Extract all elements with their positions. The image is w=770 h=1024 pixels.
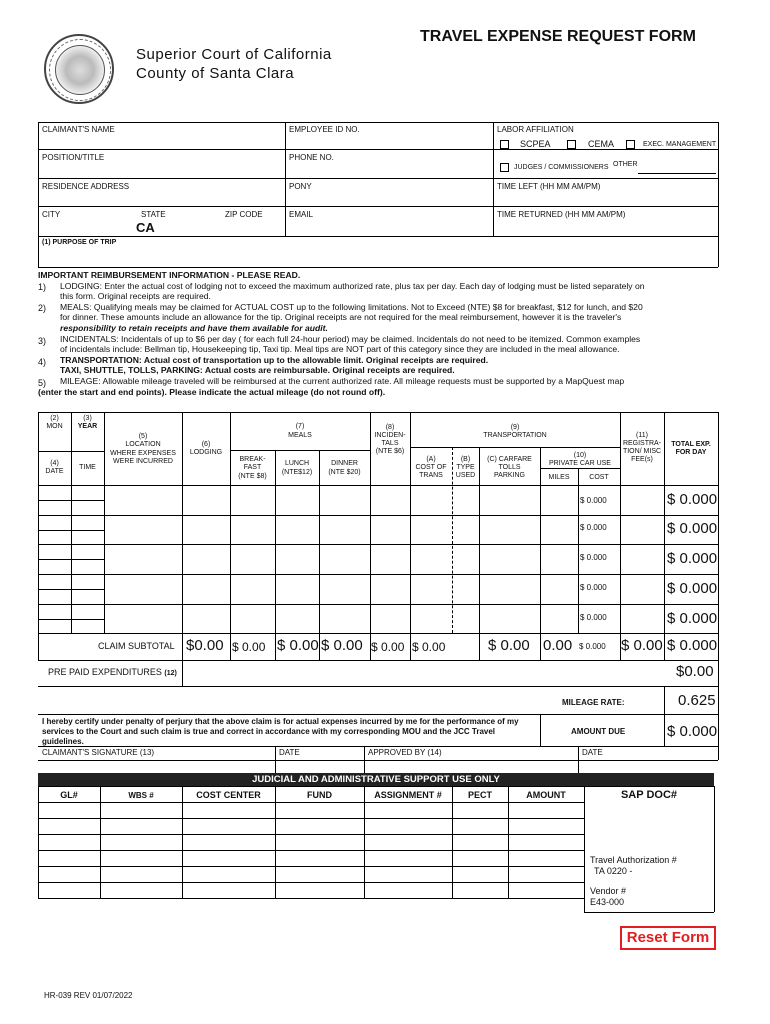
row-1-total[interactable]: $ 0.000 xyxy=(667,491,718,508)
scpea-checkbox[interactable] xyxy=(500,140,509,149)
fund-header: FUND xyxy=(307,790,332,800)
cema-label: CEMA xyxy=(588,139,615,149)
col-registration: REGISTRA- xyxy=(622,440,662,447)
info-incidentals: INCIDENTALS: Incidentals of up to $6 per day ( for each full 24-hour period) may be claimed. Incidentals do not need to be itemized. Common examples xyxy=(60,333,641,344)
prepaid-value[interactable]: $0.00 xyxy=(676,663,714,680)
col-breakfast: BREAK- xyxy=(239,456,266,463)
form-title: TRAVEL EXPENSE REQUEST FORM xyxy=(420,28,696,45)
judicial-bar: JUDICIAL AND ADMINISTRATIVE SUPPORT USE ONLY xyxy=(38,773,714,786)
info-num-3: 3) xyxy=(38,336,47,346)
travel-authorization-label: Travel Authorization # xyxy=(590,855,677,865)
travel-authorization-number[interactable]: TA 0220 - xyxy=(594,866,633,876)
state-value[interactable]: CA xyxy=(136,220,155,235)
col-nte6: (NTE $6) xyxy=(375,448,405,455)
form-revision: HR-039 REV 01/07/2022 xyxy=(44,991,133,1000)
pect-header: PECT xyxy=(467,790,492,800)
col-a: (A) xyxy=(426,456,436,463)
col-mon: MON xyxy=(46,423,63,430)
col-cost: COST xyxy=(589,474,609,481)
court-county: County of Santa Clara xyxy=(136,65,295,82)
phone-no-label: PHONE NO. xyxy=(289,153,334,162)
info-taxi: TAXI, SHUTTLE, TOLLS, PARKING: Actual costs are reimbursable. Original receipts are required. xyxy=(60,365,455,376)
amount-due-label: AMOUNT DUE xyxy=(571,727,626,736)
info-mileage: MILEAGE: Allowable mileage traveled will be reimbursed at the current authorized rate. All mileage requests must be supported by a MapQuest map xyxy=(60,375,625,386)
court-name: Superior Court of California xyxy=(136,46,332,63)
pony-label: PONY xyxy=(289,182,312,191)
col-11-num: (11) xyxy=(636,432,648,439)
employee-id-label: EMPLOYEE ID NO. xyxy=(289,125,360,134)
vendor-label: Vendor # xyxy=(590,886,627,896)
col-incidentals: INCIDEN- xyxy=(374,432,406,439)
col-location: LOCATION xyxy=(125,441,161,448)
info-heading: IMPORTANT REIMBURSEMENT INFORMATION - PLEASE READ. xyxy=(38,270,301,280)
info-meals: MEALS: Qualifying meals may be claimed for ACTUAL COST up to the following limitations. Not to Exceed (NTE) $8 for breakfast, $12 for lunch, and $20 xyxy=(60,301,643,312)
col-registration-2: TION/ MISC xyxy=(622,448,662,455)
state-label: STATE xyxy=(141,210,166,219)
col-carfare: (C) CARFARE xyxy=(487,456,532,463)
residence-address-label: RESIDENCE ADDRESS xyxy=(42,182,130,191)
col-meals: MEALS xyxy=(288,432,312,439)
col-where: WHERE EXPENSES xyxy=(110,450,176,457)
claimant-signature-label: CLAIMANT'S SIGNATURE (13) xyxy=(42,748,155,757)
email-label: EMAIL xyxy=(289,210,314,219)
approved-by-label: APPROVED BY (14) xyxy=(368,748,442,757)
certification-text: I hereby certify under penalty of perjury that the above claim is for actual expenses incurred by me for the performance of my services to the Court and such claim is true and correct in accordance with my corresponding MOU and the JCC Travel guidelines. xyxy=(42,717,519,746)
time-left-label: TIME LEFT (HH MM AM/PM) xyxy=(497,182,601,191)
claimant-date-label: DATE xyxy=(279,748,300,757)
prepaid-label: PRE PAID EXPENDITURES (12) xyxy=(48,667,177,677)
position-title-label: POSITION/TITLE xyxy=(42,153,105,162)
info-transportation: TRANSPORTATION: Actual cost of transportation up to the allowable limit. Original receipts are required. xyxy=(60,354,489,365)
row-2-cost[interactable]: $ 0.000 xyxy=(580,523,607,532)
col-cost-of: COST OF xyxy=(415,464,447,471)
col-6-num: (6) xyxy=(201,441,211,448)
court-seal xyxy=(44,34,114,104)
row-4-total[interactable]: $ 0.000 xyxy=(667,580,718,597)
info-lodging-2: this form. Original receipts are required. xyxy=(60,291,211,302)
col-8-num: (8) xyxy=(385,424,395,431)
col-9-num: (9) xyxy=(510,424,520,431)
info-lodging: LODGING: Enter the actual cost of lodging not to exceed the maximum authorized rate, plus tax per day. Each day of lodging must be listed separately on xyxy=(60,280,645,291)
subtotal-carfare[interactable]: $ 0.00 xyxy=(488,637,530,654)
wbs-header: WBS # xyxy=(128,791,154,800)
col-type: TYPE xyxy=(456,464,475,471)
col-fees: FEE(s) xyxy=(631,456,653,463)
subtotal-incidentals[interactable]: $ 0.00 xyxy=(371,640,405,654)
row-3-cost[interactable]: $ 0.000 xyxy=(580,553,607,562)
time-returned-label: TIME RETURNED (HH MM AM/PM) xyxy=(497,210,626,219)
col-transportation: TRANSPORTATION xyxy=(483,432,547,439)
info-mileage-2: (enter the start and end points). Please indicate the actual mileage (do not round off). xyxy=(38,386,386,397)
col-lunch: LUNCH xyxy=(284,460,310,467)
other-label: OTHER xyxy=(613,161,638,168)
col-parking: PARKING xyxy=(494,472,525,479)
row-5-cost[interactable]: $ 0.000 xyxy=(580,613,607,622)
other-field[interactable] xyxy=(638,173,716,174)
sap-doc-header: SAP DOC# xyxy=(620,789,678,801)
amount-due-value[interactable]: $ 0.000 xyxy=(667,723,718,740)
col-miles: MILES xyxy=(548,474,570,481)
row-1-cost[interactable]: $ 0.000 xyxy=(580,496,607,505)
info-incidentals-2: of incidentals include: Bellman tip, Housekeeping tip, Taxi tip. Meal tips are NOT part of this category since they are included in the meal allowance. xyxy=(60,344,620,355)
info-num-4: 4) xyxy=(38,357,47,367)
cema-checkbox[interactable] xyxy=(567,140,576,149)
info-meals-2: for dinner. These amounts include an allowance for the tip. Original receipts are not required for the meal reimbursement, however it is the traveler's xyxy=(60,312,622,323)
info-num-1: 1) xyxy=(38,282,47,292)
judges-checkbox[interactable] xyxy=(500,163,509,172)
col-private-car: PRIVATE CAR USE xyxy=(549,460,611,467)
subtotal-miles[interactable]: 0.00 xyxy=(543,637,573,654)
subtotal-registration[interactable]: $ 0.00 xyxy=(621,637,663,654)
col-tolls: TOLLS xyxy=(498,464,521,471)
col-date: DATE xyxy=(45,468,64,475)
subtotal-dinner[interactable]: $ 0.00 xyxy=(321,637,363,654)
col-year: YEAR xyxy=(77,423,98,430)
vendor-number[interactable]: E43-000 xyxy=(590,897,625,907)
subtotal-lunch[interactable]: $ 0.00 xyxy=(277,637,319,654)
mileage-rate-value[interactable]: 0.625 xyxy=(678,692,716,709)
info-meals-3: responsibility to retain receipts and have them available for audit. xyxy=(60,322,328,333)
col-4-num: (4) xyxy=(50,460,59,467)
col-b: (B) xyxy=(460,456,471,463)
subtotal-lodging[interactable]: $0.00 xyxy=(186,637,224,654)
col-nte20: (NTE $20) xyxy=(328,469,361,476)
col-were: WERE INCURRED xyxy=(113,458,173,465)
exec-management-label: EXEC. MANAGEMENT xyxy=(643,141,717,148)
row-4-cost[interactable]: $ 0.000 xyxy=(580,583,607,592)
col-nte8: (NTE $8) xyxy=(238,473,267,480)
col-time: TIME xyxy=(79,464,96,471)
claim-subtotal-label: CLAIM SUBTOTAL xyxy=(98,641,175,651)
col-nte12: (NTE$12) xyxy=(281,469,313,476)
city-label: CITY xyxy=(42,210,61,219)
col-total: TOTAL EXP. xyxy=(671,441,711,448)
reset-form-button[interactable]: Reset Form xyxy=(620,926,716,950)
purpose-label: (1) PURPOSE OF TRIP xyxy=(42,239,117,246)
approved-date-label: DATE xyxy=(582,748,603,757)
col-lodging: LODGING xyxy=(189,449,223,456)
info-num-5: 5) xyxy=(38,378,47,388)
col-10-num: (10) xyxy=(573,452,587,459)
col-used: USED xyxy=(455,472,476,479)
col-5-num: (5) xyxy=(138,433,148,440)
col-dinner: DINNER xyxy=(331,460,358,467)
subtotal-total[interactable]: $ 0.000 xyxy=(667,637,718,654)
mileage-rate-label: MILEAGE RATE: xyxy=(562,698,625,707)
col-7-num: (7) xyxy=(295,423,305,430)
reimbursement-info xyxy=(38,270,645,397)
judges-label: JUDGES / COMMISSIONERS xyxy=(514,164,609,171)
col-3-num: (3) xyxy=(83,415,92,422)
labor-affiliation-label: LABOR AFFILIATION xyxy=(497,125,574,134)
col-trans: TRANS xyxy=(419,472,443,479)
col-breakfast-2: FAST xyxy=(243,464,262,471)
gl-header: GL# xyxy=(60,790,78,800)
claimant-name-label: CLAIMANT'S NAME xyxy=(42,125,115,134)
subtotal-cost-of-trans[interactable]: $ 0.00 xyxy=(412,640,446,654)
subtotal-cost[interactable]: $ 0.000 xyxy=(579,642,606,651)
scpea-label: SCPEA xyxy=(520,139,551,149)
cost-center-header: COST CENTER xyxy=(196,790,261,800)
assignment-header: ASSIGNMENT # xyxy=(374,790,442,800)
exec-management-checkbox[interactable] xyxy=(626,140,635,149)
row-5-total[interactable]: $ 0.000 xyxy=(667,610,718,627)
amount-header: AMOUNT xyxy=(526,790,566,800)
row-2-total[interactable]: $ 0.000 xyxy=(667,520,718,537)
col-2-num: (2) xyxy=(50,415,59,422)
subtotal-breakfast[interactable]: $ 0.00 xyxy=(232,640,266,654)
col-incidentals-2: TALS xyxy=(381,440,399,447)
zip-label: ZIP CODE xyxy=(225,210,263,219)
info-num-2: 2) xyxy=(38,303,47,313)
col-for-day: FOR DAY xyxy=(675,449,707,456)
row-3-total[interactable]: $ 0.000 xyxy=(667,550,718,567)
